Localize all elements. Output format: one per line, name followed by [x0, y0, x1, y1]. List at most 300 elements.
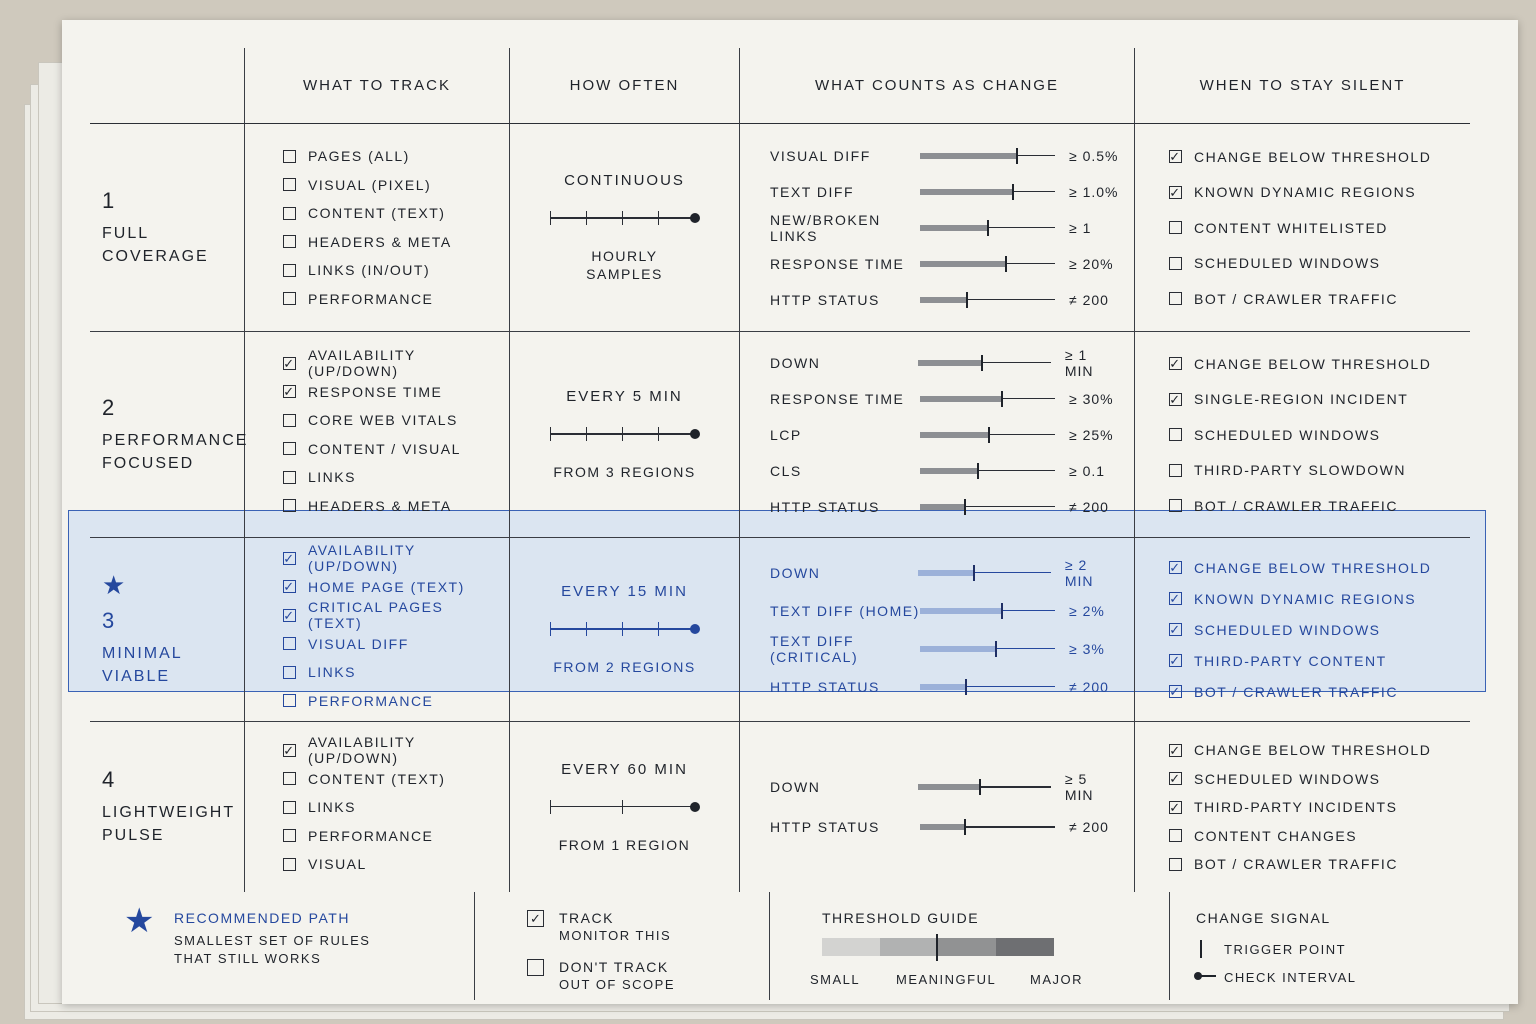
slider-fill [920, 225, 988, 231]
metric-row [770, 174, 1120, 210]
frequency [510, 332, 740, 538]
silent-item[interactable] [1169, 210, 1456, 246]
metric-threshold: ≥ 0.1 [1069, 462, 1106, 479]
metric-row [770, 668, 1120, 706]
track-item-label: CONTENT (TEXT) [308, 770, 446, 787]
metric-name: DOWN [770, 564, 821, 581]
metric-name: NEW/BROKEN LINKS [770, 211, 881, 244]
checkbox-checked-icon[interactable]: ✓ [1169, 622, 1182, 637]
silent-item-label: THIRD-PARTY INCIDENTS [1194, 799, 1398, 815]
check-interval-icon [1194, 972, 1216, 980]
metric-threshold: ≥ 30% [1069, 390, 1114, 407]
check-interval-timeline [550, 800, 700, 814]
timeline-tick [622, 622, 624, 636]
checkbox-empty-icon[interactable] [1169, 464, 1182, 477]
header-when-to-stay-silent: WHEN TO STAY SILENT [1135, 48, 1470, 124]
check-interval-timeline [550, 622, 700, 636]
stay-silent-list [1135, 332, 1470, 538]
track-item[interactable] [283, 736, 495, 765]
threshold-slider[interactable] [920, 819, 1055, 835]
checkbox-checked-icon[interactable]: ✓ [1169, 799, 1182, 815]
track-item-label: PAGES (ALL) [308, 148, 410, 165]
metric-row [770, 453, 1120, 489]
metric-name: RESPONSE TIME [770, 255, 905, 272]
metric-row [770, 345, 1120, 381]
checkbox-empty-icon[interactable] [1169, 257, 1182, 270]
timeline-tick [586, 427, 588, 441]
metric-threshold: ≥ 1 [1069, 219, 1092, 236]
checkbox-checked-icon[interactable]: ✓ [1169, 653, 1182, 668]
silent-item[interactable] [1169, 793, 1456, 822]
metric-threshold: ≠ 200 [1069, 291, 1109, 308]
silent-item[interactable] [1169, 676, 1456, 707]
metric-name: HTTP STATUS [770, 291, 880, 308]
plan-table [90, 48, 1470, 892]
metric-name: HTTP STATUS [770, 819, 880, 835]
checkbox-empty-icon[interactable] [283, 235, 296, 248]
check-interval-dot [690, 802, 700, 812]
checkbox-checked-icon[interactable]: ✓ [1169, 742, 1182, 758]
checkbox-checked-icon[interactable]: ✓ [1169, 591, 1182, 606]
threshold-slider[interactable] [920, 463, 1055, 479]
track-item-label: LINKS (IN/OUT) [308, 262, 431, 279]
change-signal-title: CHANGE SIGNAL [1196, 910, 1331, 926]
silent-item-label: SCHEDULED WINDOWS [1194, 770, 1381, 787]
trigger-point-marker [966, 292, 968, 308]
metric-name: DOWN [770, 779, 821, 795]
track-item-label: LINKS [308, 469, 356, 486]
track-item-label: PERFORMANCE [308, 827, 434, 844]
silent-item-label: KNOWN DYNAMIC REGIONS [1194, 590, 1417, 607]
track-item[interactable] [283, 544, 495, 573]
track-item-label: AVAILABILITY (UP/DOWN) [308, 542, 416, 575]
legend-recommended [90, 892, 475, 1000]
trigger-point-marker [988, 427, 990, 443]
checkbox-empty-icon[interactable] [283, 471, 296, 484]
timeline-tick [658, 622, 660, 636]
track-item[interactable] [283, 171, 495, 200]
tier-name: FULL COVERAGE [102, 224, 209, 265]
header-what-to-track: WHAT TO TRACK [245, 48, 510, 124]
timeline-tick [658, 427, 660, 441]
checkbox-empty-icon[interactable] [283, 772, 296, 785]
track-item-label: AVAILABILITY (UP/DOWN) [308, 347, 416, 380]
slider-fill [918, 784, 981, 790]
threshold-slider[interactable] [920, 148, 1055, 164]
trigger-point-marker [1001, 391, 1003, 407]
monitoring-plan-sheet [62, 20, 1518, 1004]
threshold-slider[interactable] [920, 641, 1055, 657]
metric-name: TEXT DIFF [770, 183, 855, 200]
checkbox-empty-icon[interactable] [1169, 858, 1182, 871]
checkbox-empty-icon[interactable] [283, 207, 296, 220]
threshold-scale-major [996, 938, 1054, 956]
checkbox-empty-icon[interactable] [283, 292, 296, 305]
checkbox-checked-icon[interactable]: ✓ [1169, 356, 1182, 371]
silent-item[interactable] [1169, 552, 1456, 583]
checkbox-empty-icon[interactable] [1169, 221, 1182, 234]
silent-item-label: CHANGE BELOW THRESHOLD [1194, 148, 1432, 165]
header-blank [90, 48, 245, 124]
check-interval-timeline [550, 427, 700, 441]
legend-track [475, 892, 770, 1000]
stay-silent-list [1135, 124, 1470, 332]
metric-name: DOWN [770, 354, 821, 371]
checkbox-empty-icon[interactable] [283, 264, 296, 277]
metric-threshold: ≥ 2% [1069, 602, 1105, 619]
timeline-tick [658, 211, 660, 225]
metric-row [770, 210, 1120, 246]
trigger-point-marker [979, 779, 981, 795]
checkbox-empty-icon[interactable] [283, 499, 296, 512]
checkbox-checked-icon[interactable]: ✓ [1169, 149, 1182, 164]
threshold-slider[interactable] [920, 499, 1055, 515]
frequency [510, 124, 740, 332]
legend-track-label: TRACK [559, 910, 614, 926]
threshold-guide-title: THRESHOLD GUIDE [822, 910, 980, 926]
track-item[interactable] [283, 764, 495, 793]
metric-threshold: ≥ 25% [1069, 426, 1114, 443]
metric-row [770, 554, 1120, 592]
metric-row [770, 138, 1120, 174]
track-item[interactable] [283, 463, 495, 492]
track-item-label: CONTENT / VISUAL [308, 440, 461, 457]
threshold-slider[interactable] [920, 427, 1055, 443]
track-item-label: VISUAL [308, 856, 367, 872]
frequency-label: EVERY 60 MIN [561, 760, 688, 778]
silent-item[interactable] [1169, 174, 1456, 210]
silent-item[interactable] [1169, 645, 1456, 676]
track-item[interactable] [283, 793, 495, 822]
slider-fill [920, 824, 965, 830]
threshold-marker [936, 934, 938, 961]
check-interval-timeline [550, 211, 700, 225]
silent-item[interactable] [1169, 452, 1456, 488]
track-item[interactable] [283, 256, 495, 285]
checkbox-empty-icon[interactable] [1169, 499, 1182, 512]
checkbox-empty-icon[interactable] [283, 414, 296, 427]
metric-row [770, 807, 1120, 847]
timeline-tick [586, 211, 588, 225]
trigger-point-marker [964, 499, 966, 515]
threshold-scale-meaningful [880, 938, 938, 956]
silent-item[interactable] [1169, 488, 1456, 524]
checkbox-checked-icon[interactable]: ✓ [283, 742, 296, 758]
track-item[interactable] [283, 378, 495, 407]
tier-name: PERFORMANCE FOCUSED [102, 431, 249, 472]
metric-row [770, 246, 1120, 282]
metric-threshold: ≥ 1 MIN [1064, 346, 1094, 379]
silent-item-label: SINGLE-REGION INCIDENT [1194, 391, 1409, 407]
slider-fill [920, 468, 978, 474]
silent-item[interactable] [1169, 821, 1456, 850]
track-item[interactable] [283, 199, 495, 228]
metric-row [770, 767, 1120, 807]
trigger-point-marker [1016, 148, 1018, 164]
checkbox-checked-icon[interactable]: ✓ [1169, 391, 1182, 407]
checkbox-checked-icon[interactable]: ✓ [283, 355, 296, 371]
timeline-tick [550, 622, 552, 636]
frequency-sub: FROM 1 REGION [558, 836, 691, 853]
legend-recommended-title: RECOMMENDED PATH [174, 910, 350, 926]
metric-row [770, 282, 1120, 318]
silent-item[interactable] [1169, 346, 1456, 382]
legend [90, 892, 1470, 1004]
silent-item-label: BOT / CRAWLER TRAFFIC [1194, 290, 1398, 307]
track-item[interactable] [283, 658, 495, 687]
silent-item-label: SCHEDULED WINDOWS [1194, 255, 1381, 271]
frequency-label: CONTINUOUS [564, 172, 685, 189]
trigger-point-marker [973, 565, 975, 581]
legend-change-signal [1170, 892, 1470, 1000]
checkbox-checked-icon[interactable]: ✓ [1169, 184, 1182, 200]
star-icon: ★ [124, 902, 155, 940]
tier-label [90, 538, 245, 722]
checkbox-checked-icon[interactable]: ✓ [1169, 771, 1182, 786]
threshold-slider[interactable] [920, 292, 1055, 308]
track-item-label: PERFORMANCE [308, 290, 434, 307]
slider-fill [920, 153, 1017, 159]
slider-fill [920, 396, 1002, 402]
track-item[interactable] [283, 630, 495, 659]
check-interval-dot [690, 213, 700, 223]
tier-name: MINIMAL VIABLE [102, 644, 183, 685]
track-item-label: LINKS [308, 664, 356, 681]
frequency-sub: FROM 3 REGIONS [553, 464, 696, 480]
track-item[interactable] [283, 349, 495, 378]
track-list [245, 722, 510, 892]
checkbox-empty-icon[interactable] [283, 150, 296, 163]
track-item[interactable] [283, 687, 495, 716]
track-item-label: VISUAL DIFF [308, 635, 409, 652]
slider-fill [920, 189, 1013, 195]
threshold-slider[interactable] [920, 679, 1055, 695]
checkbox-empty-icon[interactable] [283, 829, 296, 842]
checkbox-checked-icon[interactable]: ✓ [283, 384, 296, 400]
frequency [510, 722, 740, 892]
trigger-point-marker [965, 679, 967, 695]
metric-threshold: ≠ 200 [1069, 819, 1109, 835]
timeline-tick [550, 211, 552, 225]
check-interval-dot [690, 429, 700, 439]
frequency-label: EVERY 5 MIN [566, 388, 683, 405]
checkbox-empty-icon[interactable] [1169, 428, 1182, 441]
tier-label [90, 722, 245, 892]
threshold-slider[interactable] [920, 184, 1055, 200]
frequency-sub: HOURLY SAMPLES [586, 248, 663, 282]
change-thresholds [740, 722, 1135, 892]
silent-item-label: KNOWN DYNAMIC REGIONS [1194, 184, 1417, 200]
metric-threshold: ≠ 200 [1069, 498, 1109, 515]
slider-fill [918, 570, 974, 576]
timeline-tick [550, 427, 552, 441]
frequency-label: EVERY 15 MIN [561, 583, 688, 600]
silent-item-label: CHANGE BELOW THRESHOLD [1194, 559, 1432, 576]
threshold-slider[interactable] [918, 779, 1051, 795]
checkbox-checked-icon[interactable]: ✓ [1169, 684, 1182, 699]
threshold-scale-small [822, 938, 880, 956]
timeline-tick [622, 211, 624, 225]
silent-item-label: BOT / CRAWLER TRAFFIC [1194, 683, 1398, 700]
frequency [510, 538, 740, 722]
silent-item[interactable] [1169, 381, 1456, 417]
trigger-point-marker [981, 355, 983, 371]
timeline-tick [550, 800, 552, 814]
silent-item[interactable] [1169, 764, 1456, 793]
track-item[interactable] [283, 142, 495, 171]
threshold-scale-upper [938, 938, 996, 956]
trigger-point-marker [987, 220, 989, 236]
silent-item-label: CONTENT WHITELISTED [1194, 219, 1388, 236]
legend-threshold-guide [770, 892, 1170, 1000]
track-item-label: HEADERS & META [308, 497, 452, 514]
checkbox-empty-icon[interactable] [283, 858, 296, 871]
threshold-slider[interactable] [918, 565, 1051, 581]
legend-dont-track-sub: OUT OF SCOPE [559, 977, 675, 992]
star-icon: ★ [102, 569, 126, 600]
metric-row [770, 630, 1120, 668]
checkbox-checked-icon[interactable]: ✓ [283, 550, 296, 566]
threshold-slider[interactable] [918, 355, 1051, 371]
track-item-label: AVAILABILITY (UP/DOWN) [308, 734, 416, 766]
tier-label [90, 124, 245, 332]
checkbox-empty-icon[interactable] [283, 694, 296, 707]
checkbox-empty-icon[interactable] [283, 442, 296, 455]
threshold-slider[interactable] [920, 391, 1055, 407]
metric-name: HTTP STATUS [770, 498, 880, 515]
trigger-point-marker [995, 641, 997, 657]
stay-silent-list [1135, 722, 1470, 892]
track-item-label: CRITICAL PAGES (TEXT) [308, 599, 444, 632]
track-item-label: HEADERS & META [308, 233, 452, 250]
track-item-label: PERFORMANCE [308, 692, 434, 709]
silent-item[interactable] [1169, 583, 1456, 614]
track-item-label: CONTENT (TEXT) [308, 205, 446, 222]
metric-name: RESPONSE TIME [770, 390, 905, 407]
change-thresholds [740, 124, 1135, 332]
track-item[interactable] [283, 285, 495, 314]
trigger-point-marker [964, 819, 966, 835]
threshold-slider[interactable] [920, 603, 1055, 619]
track-item[interactable] [283, 228, 495, 257]
threshold-slider[interactable] [920, 220, 1055, 236]
metric-name: TEXT DIFF (CRITICAL) [770, 632, 859, 665]
metric-threshold: ≥ 0.5% [1069, 147, 1119, 164]
tier-label [90, 332, 249, 538]
threshold-slider[interactable] [920, 256, 1055, 272]
silent-item-label: THIRD-PARTY SLOWDOWN [1194, 462, 1407, 478]
silent-item[interactable] [1169, 614, 1456, 645]
timeline-tick [586, 622, 588, 636]
silent-item-label: CHANGE BELOW THRESHOLD [1194, 355, 1432, 372]
checkbox-empty-icon[interactable] [283, 637, 296, 650]
metric-row [770, 489, 1120, 525]
checkbox-empty-icon[interactable] [283, 801, 296, 814]
metric-row [770, 417, 1120, 453]
tier-number: 2 [102, 394, 115, 420]
frequency-sub: FROM 2 REGIONS [553, 659, 696, 675]
tier-number: 4 [102, 767, 115, 792]
checkbox-checked-icon[interactable]: ✓ [1169, 560, 1182, 575]
metric-name: CLS [770, 462, 802, 479]
slider-fill [920, 504, 965, 510]
silent-item[interactable] [1169, 736, 1456, 765]
track-item[interactable] [283, 435, 495, 464]
metric-threshold: ≥ 20% [1069, 255, 1114, 272]
legend-track-sub: MONITOR THIS [559, 928, 672, 943]
slider-fill [920, 608, 1002, 614]
silent-item-label: THIRD-PARTY CONTENT [1194, 652, 1387, 669]
track-item[interactable] [283, 492, 495, 521]
silent-item[interactable] [1169, 281, 1456, 317]
slider-fill [920, 432, 989, 438]
trigger-point-marker [1005, 256, 1007, 272]
track-item[interactable] [283, 850, 495, 879]
header-what-counts-as-change: WHAT COUNTS AS CHANGE [740, 48, 1135, 124]
checkbox-empty-icon [527, 959, 544, 976]
silent-item[interactable] [1169, 245, 1456, 281]
threshold-major-label: MAJOR [1030, 972, 1083, 987]
silent-item[interactable] [1169, 850, 1456, 879]
metric-threshold: ≥ 3% [1069, 640, 1105, 657]
tier-number: 1 [102, 187, 115, 213]
checkbox-empty-icon[interactable] [1169, 292, 1182, 305]
threshold-meaningful-label: MEANINGFUL [896, 972, 997, 987]
checkbox-empty-icon[interactable] [1169, 829, 1182, 842]
metric-name: LCP [770, 426, 802, 443]
checkbox-checked-icon: ✓ [527, 910, 544, 927]
metric-name: VISUAL DIFF [770, 147, 871, 164]
trigger-point-marker [977, 463, 979, 479]
timeline-tick [622, 800, 624, 814]
metric-threshold: ≥ 2 MIN [1064, 556, 1094, 589]
metric-row [770, 592, 1120, 630]
silent-item[interactable] [1169, 417, 1456, 453]
track-item[interactable] [283, 406, 495, 435]
track-item-label: VISUAL (PIXEL) [308, 176, 432, 193]
track-list [245, 124, 510, 332]
silent-item-label: BOT / CRAWLER TRAFFIC [1194, 497, 1398, 514]
metric-threshold: ≠ 200 [1069, 678, 1109, 695]
metric-name: TEXT DIFF (HOME) [770, 602, 920, 619]
legend-recommended-desc: SMALLEST SET OF RULES THAT STILL WORKS [174, 933, 371, 966]
track-item-label: HOME PAGE (TEXT) [308, 578, 465, 595]
track-list [245, 332, 510, 538]
stay-silent-list [1135, 538, 1470, 722]
tier-name: LIGHTWEIGHT PULSE [102, 804, 235, 844]
tier-number: 3 [102, 607, 115, 633]
legend-dont-track-label: DON'T TRACK [559, 959, 669, 975]
track-item[interactable] [283, 573, 495, 602]
check-interval-label: CHECK INTERVAL [1224, 970, 1357, 985]
checkbox-checked-icon[interactable]: ✓ [283, 579, 296, 595]
threshold-scale [822, 938, 1054, 956]
metric-row [770, 381, 1120, 417]
silent-item[interactable] [1169, 139, 1456, 175]
track-item-label: LINKS [308, 799, 356, 815]
checkbox-checked-icon[interactable]: ✓ [283, 607, 296, 623]
track-item-label: CORE WEB VITALS [308, 412, 458, 429]
slider-fill [920, 261, 1006, 267]
track-item[interactable] [283, 601, 495, 630]
slider-fill [918, 360, 982, 366]
change-thresholds [740, 332, 1135, 538]
header-how-often: HOW OFTEN [510, 48, 740, 124]
checkbox-empty-icon[interactable] [283, 178, 296, 191]
checkbox-empty-icon[interactable] [283, 666, 296, 679]
silent-item-label: SCHEDULED WINDOWS [1194, 426, 1381, 443]
track-item[interactable] [283, 821, 495, 850]
